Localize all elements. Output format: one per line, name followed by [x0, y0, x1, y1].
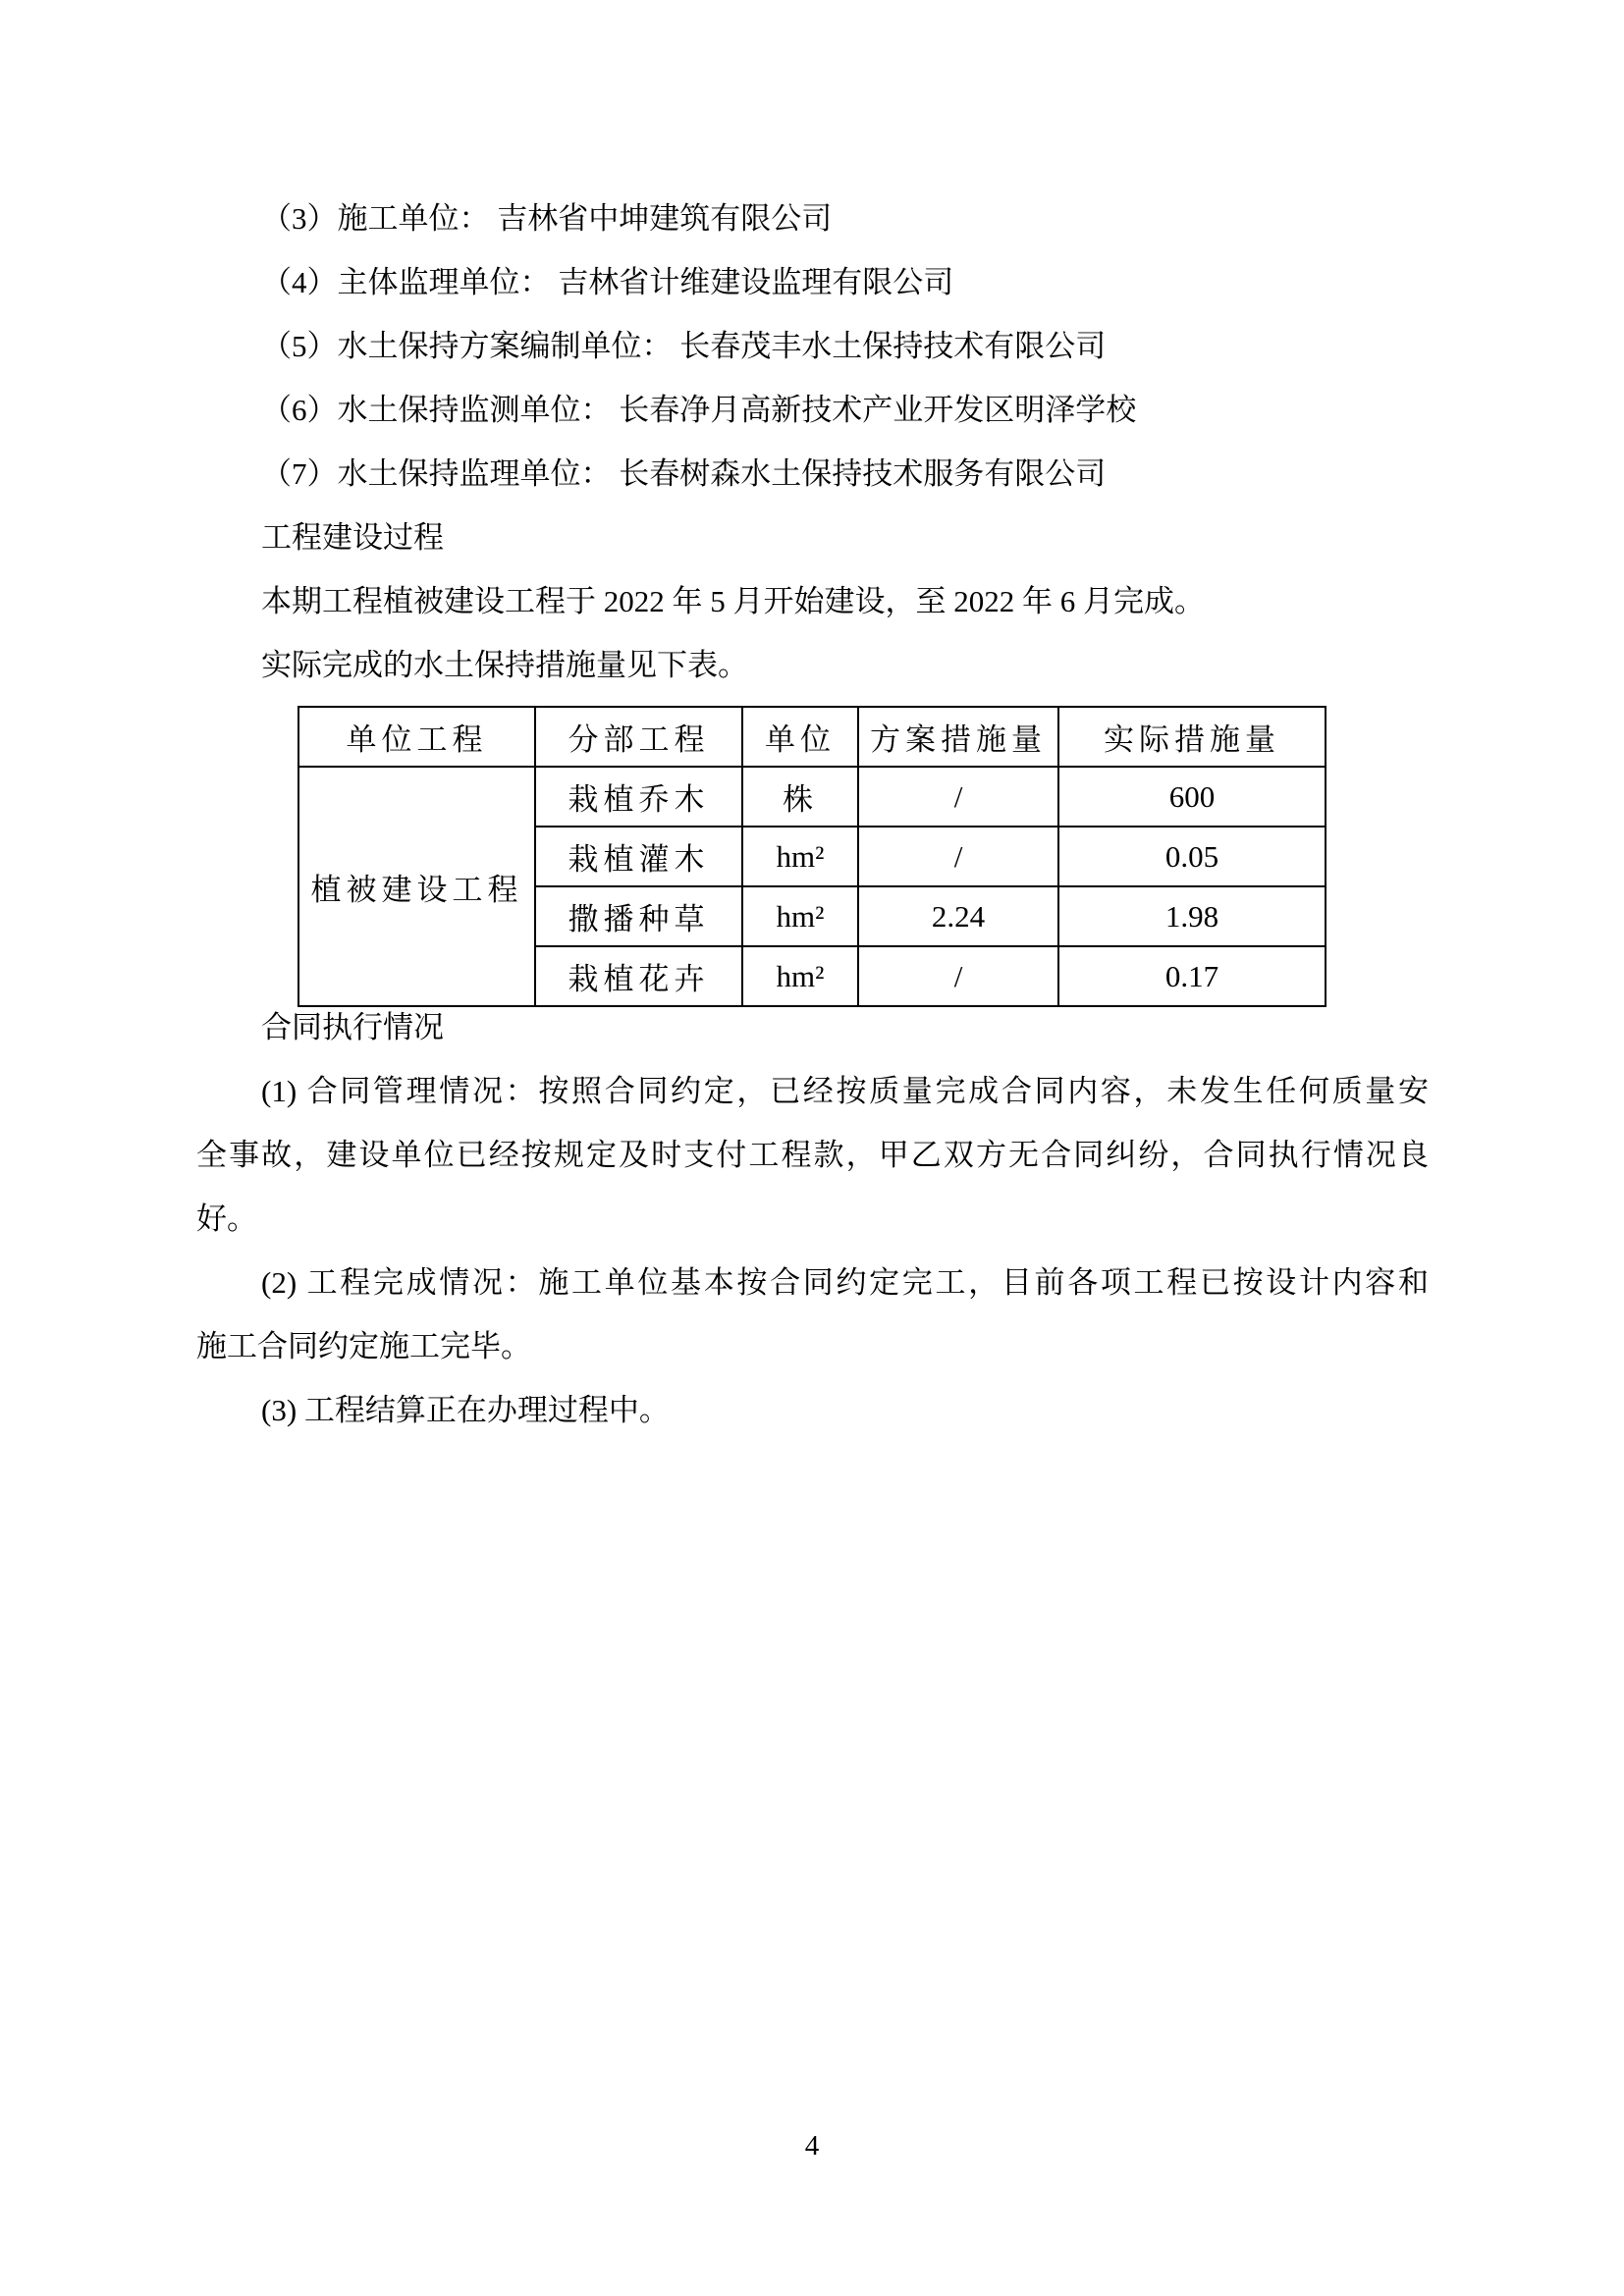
- paragraph-line-contract-management-2: 全事故，建设单位已经按规定及时支付工程款，甲乙双方无合同纠纷，合同执行情况良: [196, 1138, 1429, 1172]
- top-text-block: [196, 187, 1429, 697]
- heading-construction-process: 工程建设过程: [261, 520, 444, 555]
- paragraph-line-table-intro: 实际完成的水土保持措施量见下表。: [261, 648, 748, 682]
- paragraph-line-project-completion-2: 施工合同约定施工完毕。: [196, 1329, 531, 1363]
- cell-actual: 0.05: [1058, 827, 1326, 886]
- table-header-row: [298, 707, 1326, 767]
- cell-planned: /: [858, 827, 1058, 886]
- header-sub-project: 分部工程: [535, 707, 742, 767]
- cell-actual: 600: [1058, 767, 1326, 827]
- cell-unit: hm²: [742, 886, 858, 946]
- cell-unit: hm²: [742, 946, 858, 1006]
- paragraph-line-main-supervision-unit: （4）主体监理单位： 吉林省计维建设监理有限公司: [261, 265, 954, 299]
- paragraph-line-supervision-unit: （7）水土保持监理单位： 长春树森水土保持技术服务有限公司: [261, 456, 1107, 491]
- heading-contract-execution: 合同执行情况: [261, 1010, 444, 1044]
- table-row: [298, 767, 1326, 827]
- paragraph-line-contract-management-1: (1) 合同管理情况：按照合同约定，已经按质量完成合同内容，未发生任何质量安: [261, 1074, 1429, 1108]
- paragraph-line-settlement: (3) 工程结算正在办理过程中。: [261, 1393, 670, 1427]
- paragraph-line-construction-dates: 本期工程植被建设工程于 2022 年 5 月开始建设，至 2022 年 6 月完成。: [261, 584, 1205, 618]
- cell-unit-project-merged: 植被建设工程: [298, 767, 535, 1006]
- header-unit: 单位: [742, 707, 858, 767]
- header-unit-project: 单位工程: [298, 707, 535, 767]
- cell-planned: /: [858, 767, 1058, 827]
- cell-sub-project: 栽植乔木: [535, 767, 742, 827]
- cell-actual: 0.17: [1058, 946, 1326, 1006]
- cell-sub-project: 撒播种草: [535, 886, 742, 946]
- paragraph-line-plan-compilation-unit: （5）水土保持方案编制单位： 长春茂丰水土保持技术有限公司: [261, 329, 1107, 363]
- measures-table-wrap: [298, 706, 1326, 1007]
- measures-table: [298, 706, 1326, 1007]
- cell-unit: hm²: [742, 827, 858, 886]
- cell-sub-project: 栽植灌木: [535, 827, 742, 886]
- header-planned-quantity: 方案措施量: [858, 707, 1058, 767]
- paragraph-line-construction-unit: （3）施工单位： 吉林省中坤建筑有限公司: [261, 201, 833, 236]
- paragraph-line-project-completion-1: (2) 工程完成情况：施工单位基本按合同约定完工，目前各项工程已按设计内容和: [261, 1265, 1429, 1300]
- page-number: 4: [804, 2130, 820, 2162]
- cell-unit: 株: [742, 767, 858, 827]
- cell-planned: /: [858, 946, 1058, 1006]
- paragraph-line-monitoring-unit: （6）水土保持监测单位： 长春净月高新技术产业开发区明泽学校: [261, 393, 1137, 427]
- cell-actual: 1.98: [1058, 886, 1326, 946]
- cell-sub-project: 栽植花卉: [535, 946, 742, 1006]
- paragraph-line-contract-management-3: 好。: [196, 1201, 257, 1236]
- header-actual-quantity: 实际措施量: [1058, 707, 1326, 767]
- cell-planned: 2.24: [858, 886, 1058, 946]
- bottom-text-block: [196, 995, 1429, 1442]
